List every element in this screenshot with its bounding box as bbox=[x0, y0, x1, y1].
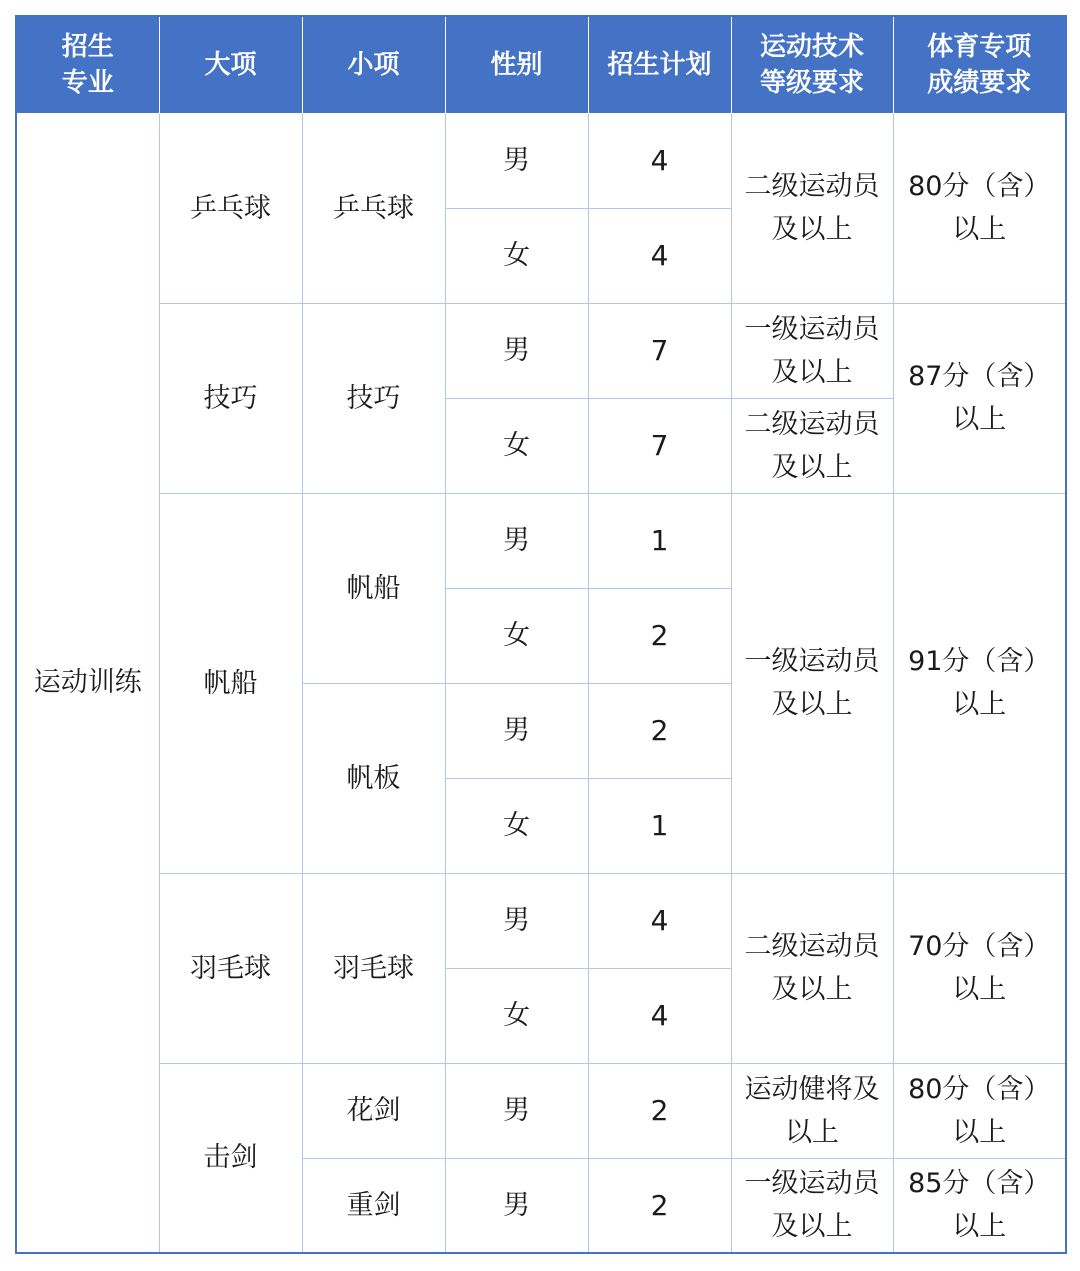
quota-cell: 2 bbox=[588, 1063, 731, 1158]
gender-cell: 男 bbox=[445, 1063, 588, 1158]
category-cell: 羽毛球 bbox=[159, 873, 302, 1063]
header-major: 招生 专业 bbox=[16, 16, 159, 113]
quota-cell: 4 bbox=[588, 968, 731, 1063]
header-quota: 招生计划 bbox=[588, 16, 731, 113]
table-row bbox=[16, 493, 1066, 588]
subcategory-cell: 乒乓球 bbox=[302, 113, 445, 303]
category-cell: 乒乓球 bbox=[159, 113, 302, 303]
header-gender: 性别 bbox=[445, 16, 588, 113]
header-category: 大项 bbox=[159, 16, 302, 113]
gender-cell: 女 bbox=[445, 588, 588, 683]
gender-cell: 男 bbox=[445, 303, 588, 398]
gender-cell: 男 bbox=[445, 1158, 588, 1253]
header-subcategory: 小项 bbox=[302, 16, 445, 113]
category-cell: 击剑 bbox=[159, 1063, 302, 1253]
subcategory-cell: 重剑 bbox=[302, 1158, 445, 1253]
quota-cell: 1 bbox=[588, 493, 731, 588]
level-cell: 二级运动员 及以上 bbox=[731, 113, 893, 303]
gender-cell: 男 bbox=[445, 683, 588, 778]
quota-cell: 7 bbox=[588, 398, 731, 493]
subcategory-cell: 羽毛球 bbox=[302, 873, 445, 1063]
gender-cell: 女 bbox=[445, 398, 588, 493]
table-row bbox=[16, 113, 1066, 208]
header-score: 体育专项 成绩要求 bbox=[893, 16, 1066, 113]
subcategory-cell: 花剑 bbox=[302, 1063, 445, 1158]
category-cell: 帆船 bbox=[159, 493, 302, 873]
score-cell: 87分（含） 以上 bbox=[893, 303, 1066, 493]
score-cell: 80分（含） 以上 bbox=[893, 1063, 1066, 1158]
quota-cell: 1 bbox=[588, 778, 731, 873]
quota-cell: 2 bbox=[588, 683, 731, 778]
level-cell: 运动健将及 以上 bbox=[731, 1063, 893, 1158]
level-cell: 一级运动员 及以上 bbox=[731, 493, 893, 873]
table-row bbox=[16, 1063, 1066, 1158]
gender-cell: 女 bbox=[445, 968, 588, 1063]
gender-cell: 男 bbox=[445, 493, 588, 588]
gender-cell: 男 bbox=[445, 113, 588, 208]
table-row bbox=[16, 303, 1066, 398]
admission-plan-table bbox=[15, 15, 1067, 1254]
quota-cell: 2 bbox=[588, 1158, 731, 1253]
table-row bbox=[16, 873, 1066, 968]
quota-cell: 4 bbox=[588, 873, 731, 968]
level-cell: 一级运动员 及以上 bbox=[731, 303, 893, 398]
gender-cell: 女 bbox=[445, 208, 588, 303]
level-cell: 二级运动员 及以上 bbox=[731, 873, 893, 1063]
score-cell: 70分（含） 以上 bbox=[893, 873, 1066, 1063]
subcategory-cell: 技巧 bbox=[302, 303, 445, 493]
major-cell: 运动训练 bbox=[16, 113, 159, 1253]
header-row bbox=[16, 16, 1066, 113]
quota-cell: 7 bbox=[588, 303, 731, 398]
subcategory-cell: 帆船 bbox=[302, 493, 445, 683]
score-cell: 91分（含） 以上 bbox=[893, 493, 1066, 873]
header-level: 运动技术 等级要求 bbox=[731, 16, 893, 113]
category-cell: 技巧 bbox=[159, 303, 302, 493]
level-cell: 一级运动员 及以上 bbox=[731, 1158, 893, 1253]
score-cell: 85分（含） 以上 bbox=[893, 1158, 1066, 1253]
gender-cell: 男 bbox=[445, 873, 588, 968]
subcategory-cell: 帆板 bbox=[302, 683, 445, 873]
quota-cell: 4 bbox=[588, 208, 731, 303]
quota-cell: 4 bbox=[588, 113, 731, 208]
level-cell: 二级运动员 及以上 bbox=[731, 398, 893, 493]
gender-cell: 女 bbox=[445, 778, 588, 873]
score-cell: 80分（含） 以上 bbox=[893, 113, 1066, 303]
quota-cell: 2 bbox=[588, 588, 731, 683]
